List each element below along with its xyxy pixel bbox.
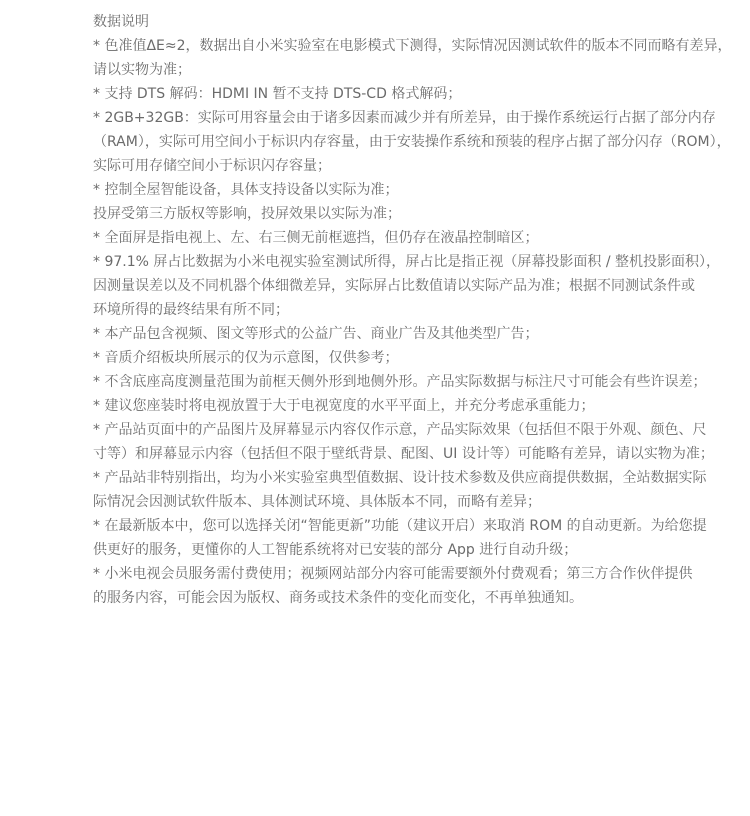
data-notes-section xyxy=(93,10,732,610)
note-item xyxy=(93,394,705,418)
note-line: 实际可用存储空间小于标识闪存容量； xyxy=(93,158,331,174)
note-line: * 在最新版本中，您可以选择关闭“智能更新”功能（建议开启）来取消 ROM 的自动更新。为给您提 xyxy=(93,518,707,534)
note-line: * 音质介绍板块所展示的仅为示意图，仅供参考； xyxy=(93,350,399,366)
note-item xyxy=(93,370,705,394)
note-line: 环境所得的最终结果有所不同； xyxy=(93,302,289,318)
note-line: 的服务内容，可能会因为版权、商务或技术条件的变化而变化，不再单独通知。 xyxy=(93,590,583,606)
note-item xyxy=(93,562,705,610)
note-line: * 本产品包含视频、图文等形式的公益广告、商业广告及其他类型广告； xyxy=(93,326,539,342)
note-line: 因测量误差以及不同机器个体细微差异，实际屏占比数值请以实际产品为准；根据不同测试条件或 xyxy=(93,278,695,294)
note-item xyxy=(93,322,705,346)
note-line: * 97.1% 屏占比数据为小米电视实验室测试所得，屏占比是指正视（屏幕投影面积 / 整机投影面积）， xyxy=(93,254,720,270)
note-line: * 支持 DTS 解码：HDMI IN 暂不支持 DTS-CD 格式解码； xyxy=(93,86,462,102)
note-line: 请以实物为准； xyxy=(93,62,191,78)
notes-title: 数据说明 xyxy=(93,14,149,30)
note-line: * 色准值ΔE≈2，数据出自小米实验室在电影模式下测得，实际情况因测试软件的版本不同而略有差异， xyxy=(93,38,732,54)
note-line: * 小米电视会员服务需付费使用；视频网站部分内容可能需要额外付费观看；第三方合作伙伴提供 xyxy=(93,566,693,582)
note-item xyxy=(93,226,705,250)
note-item xyxy=(93,178,705,202)
note-line: 际情况会因测试软件版本、具体测试环境、具体版本不同，而略有差异； xyxy=(93,494,541,510)
note-item xyxy=(93,106,731,178)
note-item xyxy=(93,346,705,370)
note-item xyxy=(93,34,732,82)
note-item xyxy=(93,514,705,562)
note-line: * 建议您座装时将电视放置于大于电视宽度的水平平面上，并充分考虑承重能力； xyxy=(93,398,595,414)
note-item xyxy=(93,418,714,466)
note-line: * 产品站页面中的产品图片及屏幕显示内容仅作示意，产品实际效果（包括但不限于外观、颜色、尺 xyxy=(93,422,707,438)
note-item xyxy=(93,466,705,514)
note-line: 投屏受第三方版权等影响，投屏效果以实际为准； xyxy=(93,206,401,222)
note-line: 供更好的服务，更懂你的人工智能系统将对已安装的部分 App 进行自动升级； xyxy=(93,542,578,558)
note-line: 寸等）和屏幕显示内容（包括但不限于壁纸背景、配图、UI 设计等）可能略有差异，请以实物为准； xyxy=(93,446,714,462)
note-line: * 不含底座高度测量范围为前框天侧外形到地侧外形。产品实际数据与标注尺寸可能会有些许误差； xyxy=(93,374,707,390)
note-item xyxy=(93,250,720,322)
note-line: （RAM），实际可用空间小于标识内存容量，由于安装操作系统和预装的程序占据了部分闪存（ROM）， xyxy=(93,134,731,150)
note-line: * 2GB+32GB：实际可用容量会由于诸多因素而减少并有所差异，由于操作系统运行占据了部分内存 xyxy=(93,110,716,126)
note-item xyxy=(93,82,705,106)
notes-list xyxy=(93,34,732,610)
note-line: * 产品站非特别指出，均为小米实验室典型值数据、设计技术参数及供应商提供数据，全站数据实际 xyxy=(93,470,707,486)
note-line: * 控制全屋智能设备，具体支持设备以实际为准； xyxy=(93,182,399,198)
note-item xyxy=(93,202,705,226)
note-line: * 全面屏是指电视上、左、右三侧无前框遮挡，但仍存在液晶控制暗区； xyxy=(93,230,539,246)
